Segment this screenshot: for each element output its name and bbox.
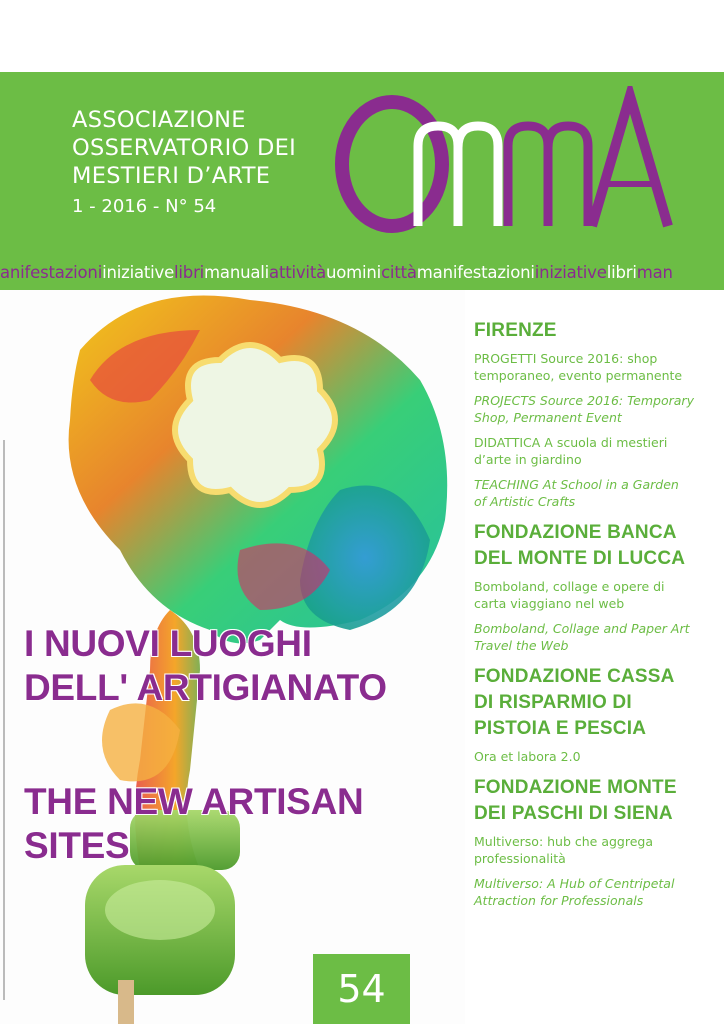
article-entry — [474, 350, 714, 384]
article-line: PROGETTI Source 2016: shop — [474, 351, 658, 366]
article-line: Multiverso: hub che aggrega — [474, 834, 654, 849]
section-title — [474, 318, 714, 344]
article-line: Multiverso: A Hub of Centripetal — [474, 876, 675, 891]
article-entry — [474, 578, 714, 612]
oma-logo — [330, 86, 680, 236]
article-line: Ora et labora 2.0 — [474, 749, 581, 764]
ticker-word: manifestazioni — [416, 263, 535, 282]
headline-italian — [24, 622, 387, 710]
section-title-line: DEI PASCHI DI SIENA — [474, 803, 673, 824]
section-title-line: DI RISPARMIO DI — [474, 692, 632, 713]
article-line: Bomboland, collage e opere di — [474, 579, 665, 594]
section-firenze — [474, 318, 714, 510]
article-line: of Artistic Crafts — [474, 494, 576, 509]
ticker-word: libri — [606, 263, 637, 282]
ticker-strip — [0, 262, 724, 286]
association-name — [72, 106, 296, 190]
article-entry — [474, 620, 714, 654]
article-line: d’arte in giardino — [474, 452, 582, 467]
ticker-word: città — [381, 263, 417, 282]
section-fondazione-pistoia — [474, 664, 714, 765]
ticker-word: uomini — [326, 263, 382, 282]
ticker-word: man — [636, 263, 673, 282]
section-title-line: DEL MONTE DI LUCCA — [474, 548, 686, 569]
article-line: Attraction for Professionals — [474, 893, 644, 908]
headline-en-line-2: SITES — [24, 825, 130, 866]
article-entry — [474, 833, 714, 867]
article-entry — [474, 875, 714, 909]
contents-column — [474, 318, 714, 909]
ticker-word: iniziative — [102, 263, 175, 282]
association-line-1: ASSOCIAZIONE — [72, 107, 246, 133]
ticker-word: attività — [269, 263, 326, 282]
article-entry — [474, 748, 714, 765]
article-line: temporaneo, evento permanente — [474, 368, 683, 383]
ticker-word: libri — [174, 263, 205, 282]
article-entry — [474, 392, 714, 426]
issue-number-box: 54 — [313, 954, 410, 1024]
section-fondazione-lucca — [474, 520, 714, 654]
association-line-3: MESTIERI D’ARTE — [72, 163, 271, 189]
section-title — [474, 520, 714, 572]
section-title-line: FIRENZE — [474, 320, 557, 341]
association-line-2: OSSERVATORIO DEI — [72, 135, 297, 161]
issue-info: 1 - 2016 - N° 54 — [72, 196, 217, 217]
article-line: Travel the Web — [474, 638, 569, 653]
article-entry — [474, 434, 714, 468]
article-line: DIDATTICA A scuola di mestieri — [474, 435, 668, 450]
section-fondazione-siena — [474, 775, 714, 909]
ticker-word: manuali — [204, 263, 270, 282]
section-title-line: FONDAZIONE BANCA — [474, 522, 677, 543]
ticker-word: iniziative — [534, 263, 607, 282]
section-title-line: FONDAZIONE CASSA — [474, 666, 675, 687]
headline-it-line-1: I NUOVI LUOGHI — [24, 623, 312, 664]
headline-english — [24, 780, 363, 868]
section-title-line: PISTOIA E PESCIA — [474, 718, 647, 739]
article-line: carta viaggiano nel web — [474, 596, 625, 611]
spine-imprint-microtext — [0, 440, 8, 1000]
section-title — [474, 664, 714, 742]
ticker-word: anifestazioni — [0, 263, 103, 282]
article-line: PROJECTS Source 2016: Temporary — [474, 393, 694, 408]
article-line: TEACHING At School in a Garden — [474, 477, 679, 492]
article-entry — [474, 476, 714, 510]
spine-imprint — [0, 440, 10, 1000]
headline-en-line-1: THE NEW ARTISAN — [24, 781, 364, 822]
headline-it-line-2: DELL' ARTIGIANATO — [24, 667, 387, 708]
article-line: Bomboland, Collage and Paper Art — [474, 621, 690, 636]
article-line: Shop, Permanent Event — [474, 410, 622, 425]
article-line: professionalità — [474, 851, 566, 866]
section-title — [474, 775, 714, 827]
section-title-line: FONDAZIONE MONTE — [474, 777, 677, 798]
